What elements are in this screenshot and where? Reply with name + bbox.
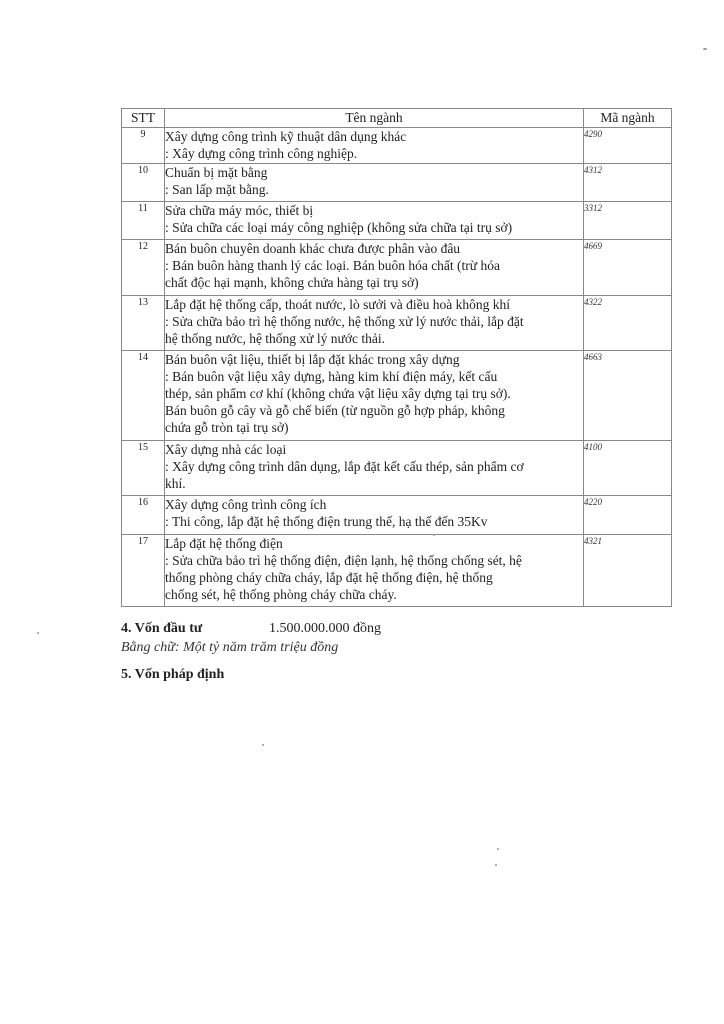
row-stt: 15 xyxy=(122,441,165,496)
row-name-detail: : Bán buôn hàng thanh lý các loại. Bán buôn hóa chất (trừ hóa chất độc hại mạnh, không chứa hàng tại trụ sở) xyxy=(165,258,500,290)
row-name-main: Lắp đặt hệ thống điện xyxy=(165,536,283,551)
scan-speck xyxy=(262,744,264,746)
table-row xyxy=(122,496,672,535)
table-row xyxy=(122,164,672,202)
row-stt: 16 xyxy=(122,496,165,535)
row-name-detail: : Sửa chữa bảo trì hệ thống điện, điện lạnh, hệ thống chống sét, hệ thống phòng cháy chữa cháy, lắp đặt hệ thống điện, hệ thống chống sét, hệ thống phòng cháy chữa cháy. xyxy=(165,553,522,602)
row-code: 4669 xyxy=(584,240,672,296)
row-name-main: Xây dựng nhà các loại xyxy=(165,442,287,457)
scan-speck xyxy=(703,48,707,50)
row-name xyxy=(165,441,584,496)
row-name-detail: : Xây dựng công trình dân dụng, lắp đặt kết cấu thép, sản phẩm cơ khí. xyxy=(165,459,524,491)
row-code: 4220 xyxy=(584,496,672,535)
row-name xyxy=(165,496,584,535)
row-name-main: Xây dựng công trình kỹ thuật dân dụng khác xyxy=(165,129,407,144)
row-name-detail: : Xây dựng công trình công nghiệp. xyxy=(165,146,358,161)
row-name-detail: : Sửa chữa bảo trì hệ thống nước, hệ thống xử lý nước thải, lắp đặt hệ thống nước, hệ thống xử lý nước thải. xyxy=(165,314,524,346)
row-name xyxy=(165,202,584,240)
row-code: 4321 xyxy=(584,535,672,607)
row-name xyxy=(165,351,584,441)
row-name xyxy=(165,128,584,164)
header-code: Mã ngành xyxy=(584,109,672,128)
row-name-main: Xây dựng công trình công ích xyxy=(165,497,327,512)
row-code: 4322 xyxy=(584,296,672,351)
section-4-title: 4. Vốn đầu tư xyxy=(121,621,203,636)
row-name-detail: : San lấp mặt bằng. xyxy=(165,182,269,197)
row-code: 4663 xyxy=(584,351,672,441)
table-header-row xyxy=(122,109,672,128)
row-name xyxy=(165,240,584,296)
section-investment-capital xyxy=(121,620,381,638)
row-stt: 12 xyxy=(122,240,165,296)
row-name xyxy=(165,164,584,202)
table-row xyxy=(122,202,672,240)
row-name-main: Chuẩn bị mặt bằng xyxy=(165,165,268,180)
section-legal-capital xyxy=(121,666,224,684)
scan-speck xyxy=(497,848,499,850)
row-name xyxy=(165,296,584,351)
table-row xyxy=(122,296,672,351)
row-name-main: Sửa chữa máy móc, thiết bị xyxy=(165,203,314,218)
row-stt: 9 xyxy=(122,128,165,164)
investment-amount-in-words: Bằng chữ: Một tỷ năm trăm triệu đồng xyxy=(121,640,339,655)
row-code: 4100 xyxy=(584,441,672,496)
row-name-main: Lắp đặt hệ thống cấp, thoát nước, lò sưởi và điều hoà không khí xyxy=(165,297,510,312)
header-stt: STT xyxy=(122,109,165,128)
row-stt: 14 xyxy=(122,351,165,441)
table-row xyxy=(122,240,672,296)
investment-amount: 1.500.000.000 đồng xyxy=(269,621,381,636)
table-row xyxy=(122,535,672,607)
scan-speck xyxy=(37,632,39,634)
row-name-main: Bán buôn vật liệu, thiết bị lắp đặt khác trong xây dựng xyxy=(165,352,460,367)
row-name-detail: : Bán buôn vật liệu xây dựng, hàng kim khí điện máy, kết cấu thép, sản phẩm cơ khí (không chứa vật liệu xây dựng tại trụ sở). Bán buôn gỗ cây và gỗ chế biến (từ nguồn gỗ hợp pháp, không chứa gỗ tròn tại trụ sở) xyxy=(165,369,511,435)
row-code: 3312 xyxy=(584,202,672,240)
row-name-detail: : Sửa chữa các loại máy công nghiệp (không sửa chữa tại trụ sở) xyxy=(165,220,513,235)
table-row xyxy=(122,441,672,496)
row-code: 4290 xyxy=(584,128,672,164)
scan-speck xyxy=(495,864,497,866)
section-5-title: 5. Vốn pháp định xyxy=(121,667,225,682)
row-code: 4312 xyxy=(584,164,672,202)
table-row xyxy=(122,128,672,164)
row-name-main: Bán buôn chuyên doanh khác chưa được phân vào đâu xyxy=(165,241,461,256)
row-stt: 13 xyxy=(122,296,165,351)
row-name-detail: : Thi công, lắp đặt hệ thống điện trung thế, hạ thế đến 35Kv xyxy=(165,514,488,529)
table-row xyxy=(122,351,672,441)
row-stt: 10 xyxy=(122,164,165,202)
row-stt: 11 xyxy=(122,202,165,240)
row-stt: 17 xyxy=(122,535,165,607)
scan-speck xyxy=(433,534,435,536)
header-name: Tên ngành xyxy=(165,109,584,128)
row-name xyxy=(165,535,584,607)
business-lines-table xyxy=(121,108,672,607)
